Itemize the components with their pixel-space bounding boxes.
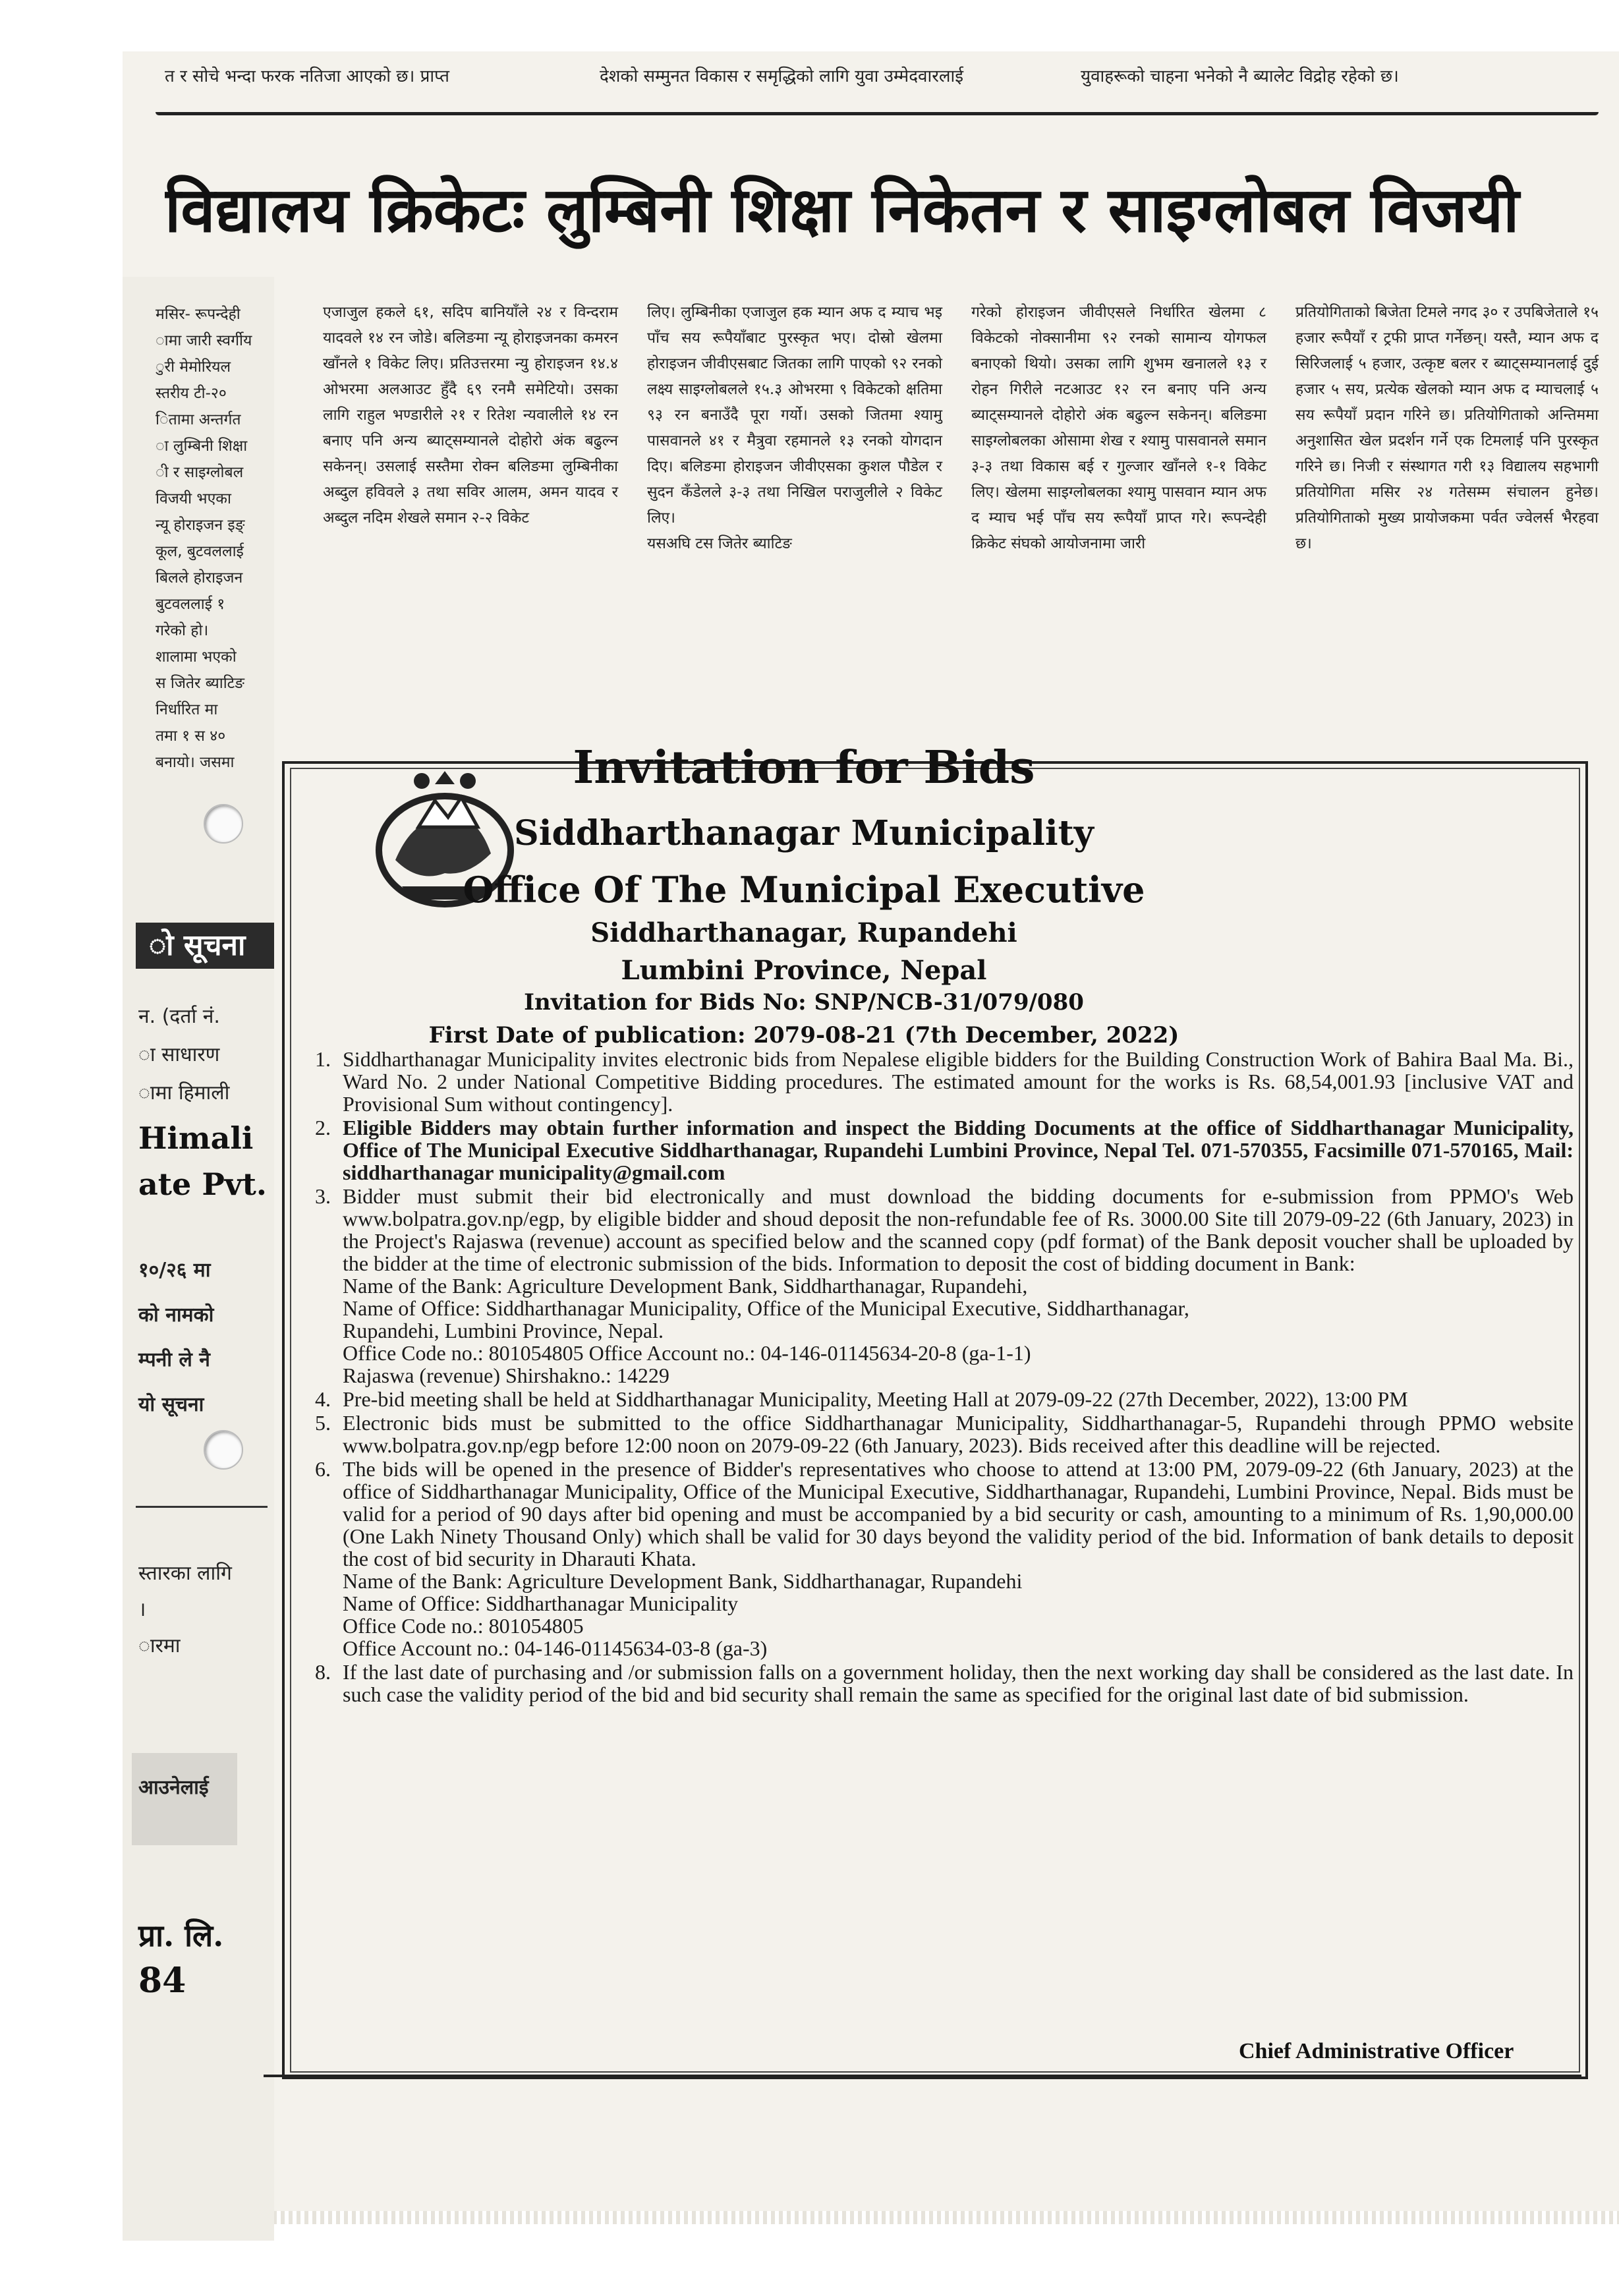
left-article-line: ितामा अन्तर्गत xyxy=(156,411,241,428)
notice-heading-fragment: ो सूचना xyxy=(136,923,274,969)
left-article-line: ी र साइग्लोबल xyxy=(156,464,244,481)
office-account: Office Account no.: 04-146-01145634-20-8 (ga-1-1) xyxy=(588,1341,1031,1365)
notice-org: Siddharthanagar Municipality xyxy=(514,813,1094,853)
list-item: 2. Eligible Bidders may obtain further information and inspect the Bidding Documents at the office of Siddharthanagar Municipality, Office of The Municipal Executive Siddharthanagar, Rupandehi Lumbini Province, Nepal Tel. 071-570355, Facsimille 071-570165, Mail: siddharthanagar municipality@gmail.com xyxy=(315,1116,1574,1184)
top-snippet-right: युवाहरूको चाहना भनेको नै ब्यालेट विद्रोह रहेको छ। xyxy=(1081,67,1399,86)
left-article-line: बनायो। जसमा xyxy=(156,754,235,771)
notice-items xyxy=(315,1048,1574,1707)
left-article-line: स जितेर ब्याटिङ xyxy=(156,675,244,692)
left-article-line: बिलले होराइजन xyxy=(156,569,243,587)
left-notice-aaunelai: आउनेलाई xyxy=(138,1776,209,1799)
punch-hole xyxy=(204,804,243,844)
office-code: Office Code no.: 801054805 xyxy=(343,1614,584,1638)
left-article-line: तमा १ स ४० xyxy=(156,728,226,745)
top-snippet-left: त र सोचे भन्दा फरक नतिजा आएको छ। प्राप्त xyxy=(165,67,449,86)
list-item: 8. If the last date of purchasing and /or submission falls on a government holiday, then the next working day shall be considered as the last date. In such case the validity period of the bid and bid security shall remain the same as specified for the original last date of bid submission. xyxy=(315,1660,1574,1706)
article-column-2: लिए। लुम्बिनीका एजाजुल हक म्यान अफ द म्याच भइ पाँच सय रूपैयाँबाट पुरस्कृत भए। दोस्रो खेलमा होराइजन जीवीएसबाट जितका लागि पाएको ९२ रनको लक्ष्य साइग्लोबलले १५.३ ओभरमा ९ विकेटको क्षतिमा ९३ रन बनाउँदै पूरा गर्यो। उसको जितमा श्यामु पासवानले ४१ र मैत्रुवा रहमानले १३ रनको योगदान दिए। बलिङमा होराइजन जीवीएसका कुशल पौडेल र सुदन कँडेलले ३-३ तथा निखिल पराजुलीले २ विकेट लिए। यसअघि टस जितेर ब्याटिङ xyxy=(647,304,942,552)
article-column-4: प्रतियोगिताको बिजेता टिमले नगद ३० र उपबिजेताले १५ हजार रूपैयाँ र ट्रफी प्राप्त गर्नेछन्। यस्तै, म्यान अफ द सिरिजलाई ५ हजार, उत्कृष्ट बलर र ब्याट्सम्यानलाई दुई हजार ५ सय, प्रत्येक खेलको म्यान अफ द म्याचलाई ५ सय रूपैयाँ प्रदान गरिने छ। प्रतियोगिताको अन्तिममा अनुशासित खेल प्रदर्शन गर्ने एक टिमलाई पनि पुरस्कृत गरिने छ। निजी र संस्थागत गरी १३ विद्यालय सहभागी प्रतियोगिता मसिर २४ गतेसम्म संचालन हुनेछ। प्रतियोगिताको मुख्य प्रायोजकमा पर्वत ज्वेलर्स भैरहवा छ। xyxy=(1295,304,1599,552)
notice-office: Office Of The Municipal Executive xyxy=(463,869,1145,911)
left-article-line: विजयी भएका xyxy=(156,490,231,507)
left-article-line: ुरी मेमोरियल xyxy=(156,359,231,376)
left-notice-line: ा साधारण xyxy=(138,1043,220,1066)
office-name: Name of Office: Siddharthanagar Municipality, Office of the Municipal Executive, Siddharthanagar, xyxy=(343,1296,1189,1320)
left-article-line: ामा जारी स्वर्गीय xyxy=(156,332,252,349)
list-item: 5. Electronic bids must be submitted to the office Siddharthanagar Municipality, Siddharthanagar-5, Rupandehi through PPMO website www.bolpatra.gov.np/egp before 12:00 noon on 2079-09-22 (6th January, 2023). Bids received after this deadline will be rejected. xyxy=(315,1411,1574,1457)
left-notice-line: यो सूचना xyxy=(138,1393,204,1416)
left-notice-line: । xyxy=(138,1598,146,1621)
notice-bid-number: Invitation for Bids No: SNP/NCB-31/079/080 xyxy=(524,989,1084,1016)
notice-place: Siddharthanagar, Rupandehi xyxy=(590,917,1017,948)
left-article-line: ा लुम्बिनी शिक्षा xyxy=(156,438,248,455)
office-account: Office Account no.: 04-146-01145634-03-8 (ga-3) xyxy=(343,1636,768,1660)
office-name-cont: Rupandehi, Lumbini Province, Nepal. xyxy=(343,1319,664,1342)
top-snippet-middle: देशको सम्मुनत विकास र समृद्धिको लागि युवा उम्मेदवारलाई xyxy=(600,67,963,86)
article-column-3: गरेको होराइजन जीवीएसले निर्धारित खेलमा ८ विकेटको नोक्सानीमा ९२ रनको सामान्य योगफल बनाएको थियो। उसका लागि शुभम खनालले १३ र रोहन गिरीले नटआउट १२ रन बनाए पनि अन्य ब्याट्सम्यानले दोहोरो अंक बढुल्न सकेनन्। बलिङमा साइग्लोबलका ओसामा शेख र श्यामु पासवानले समान ३-३ तथा विकास बर्ई र गुल्जार खाँनले १-१ विकेट लिए। खेलमा साइग्लोबलका श्यामु पासवान म्यान अफ द म्याच भई पाँच सय रूपैयाँ प्राप्त गरे। रूपन्देही क्रिकेट संघको आयोजनामा जारी xyxy=(971,304,1266,552)
notice-title: Invitation for Bids xyxy=(573,741,1035,794)
bottom-divider xyxy=(264,2075,1581,2077)
left-article-line: शालामा भएको xyxy=(156,648,237,666)
list-item: 1. Siddharthanagar Municipality invites electronic bids from Nepalese eligible bidders for the Building Construction Work of Bahira Baal Ma. Bi., Ward No. 2 under National Competitive Bidding procedures. The estimated amount for the works is Rs. 68,54,001.93 [inclusive VAT and Provisional Sum without contingency]. xyxy=(315,1047,1574,1116)
list-item: 4. Pre-bid meeting shall be held at Siddharthanagar Municipality, Meeting Hall at 2079-09-22 (27th December, 2022), 13:00 PM xyxy=(315,1387,1408,1411)
notice-first-publication: First Date of publication: 2079-08-21 (7th December, 2022) xyxy=(428,1022,1179,1048)
left-notice-number: 84 xyxy=(138,1961,186,2001)
divider xyxy=(136,1506,268,1508)
article-column-1: एजाजुल हकले ६१, सदिप बानियाँले २४ र विन्दराम यादवले १४ रन जोडे। बलिङमा न्यू होराइजनका कमरन खाँनले १ विकेट लिए। प्रतिउत्तरमा न्यु होराइजन १४.४ ओभरमा अलआउट हुँदै ६९ रनमै समेटियो। उसका लागि राहुल भण्डारीले २१ र रितेश न्यवालीले १४ रन बनाए पनि अन्य ब्याट्सम्यानले दोहोरो अंक बढुल्न सकेनन्। उसलाई सस्तैमा रोक्न बलिङमा लुम्बिनीका अब्दुल हविवले ३ तथा सविर आलम, अमन यादव र अब्दुल नदिम शेखले समान २-२ विकेट xyxy=(323,304,618,527)
punch-hole xyxy=(204,1430,243,1470)
left-notice-line: ामा हिमाली xyxy=(138,1081,230,1105)
left-article-line: गरेको हो। xyxy=(156,622,209,639)
notice-province: Lumbini Province, Nepal xyxy=(621,955,987,986)
signatory: Chief Administrative Officer xyxy=(1239,2039,1514,2063)
left-notice-line: १०/२६ मा xyxy=(138,1259,211,1282)
top-divider xyxy=(156,112,1599,115)
left-notice-himali: Himali xyxy=(138,1120,254,1156)
left-article-line: न्यू होराइजन इङ् xyxy=(156,517,245,534)
left-notice-line: को नामको xyxy=(138,1304,214,1327)
bank-name: Name of the Bank: Agriculture Development Bank, Siddharthanagar, Rupandehi xyxy=(343,1569,1023,1593)
page-edge xyxy=(123,2211,1619,2224)
left-notice-line: म्पनी ले नै xyxy=(138,1348,210,1371)
left-article-line: बुटवललाई १ xyxy=(156,596,225,613)
rajaswa-code: Rajaswa (revenue) Shirshakno.: 14229 xyxy=(343,1363,669,1387)
bank-name: Name of the Bank: Agriculture Development Bank, Siddharthanagar, Rupandehi, xyxy=(343,1274,1028,1298)
left-notice-prali: प्रा. लि. xyxy=(138,1918,224,1953)
office-code: Office Code no.: 801054805 xyxy=(343,1341,584,1365)
left-notice-line: ारमा xyxy=(138,1634,181,1657)
left-article-line: स्तरीय टी-२० xyxy=(156,385,227,402)
list-item: 3. Bidder must submit their bid electronically and must download the bidding documents for e-submission from PPMO's Web www.bolpatra.gov.np/egp, by eligible bidder and shoud deposit the non-refundable fee of Rs. 3000.00 Site till 2079-09-22 (6th January, 2023) in the Project's Rajaswa (revenue) account as specified below and the scanned copy (pdf format) of the Bank deposit voucher shall be uploaded by the bidder at the time of electronic submission of the bids. Information to deposit the cost of bidding document in Bank: Name of the Bank: Agriculture Development Bank, Siddharthanagar, Rupandehi, Name of Office: Siddharthanagar Municipality, Office of the Municipal Executive, Siddharthanagar, Rupandehi, Lumbini Province, Nepal. Office Code no.: 801054805 Office Account no.: 04-146-01145634-20-8 (ga-1-1) Rajaswa (revenue) Shirshakno.: 14229 xyxy=(315,1184,1574,1387)
list-item: 6. The bids will be opened in the presence of Bidder's representatives who choose to attend at 13:00 PM, 2079-09-22 (6th January, 2023) at the office of Siddharthanagar Municipality, Office of the Municipal Executive, Siddharthanagar, Rupandehi, Lumbini Province, Nepal. Bids must be valid for a period of 90 days after bid opening and must be accompanied by a bid security or cash, amounting to a minimum of Rs. 1,90,000.00 (One Lakh Ninety Thousand Only) which shall be valid for 30 days beyond the validity period of the bid. Information of bank details to deposit the cost of bid security in Dharauti Khata. Name of the Bank: Agriculture Development Bank, Siddharthanagar, Rupandehi Name of Office: Siddharthanagar Municipality Office Code no.: 801054805 Office Account no.: 04-146-01145634-03-8 (ga-3) xyxy=(315,1457,1574,1660)
office-name: Name of Office: Siddharthanagar Municipality xyxy=(343,1592,739,1615)
headline: विद्यालय क्रिकेटः लुम्बिनी शिक्षा निकेतन र साइग्लोबल विजयी xyxy=(165,175,1520,246)
left-article-line: कूल, बुटवललाई xyxy=(156,543,244,560)
left-notice-pvt: ate Pvt. xyxy=(138,1166,267,1202)
left-notice-line: स्तारका लागि xyxy=(138,1562,232,1585)
left-article-line: निर्धारित मा xyxy=(156,701,218,718)
left-notice-line: न. (दर्ता नं. xyxy=(138,1005,220,1028)
left-article-line: मसिर- रूपन्देही xyxy=(156,306,241,323)
